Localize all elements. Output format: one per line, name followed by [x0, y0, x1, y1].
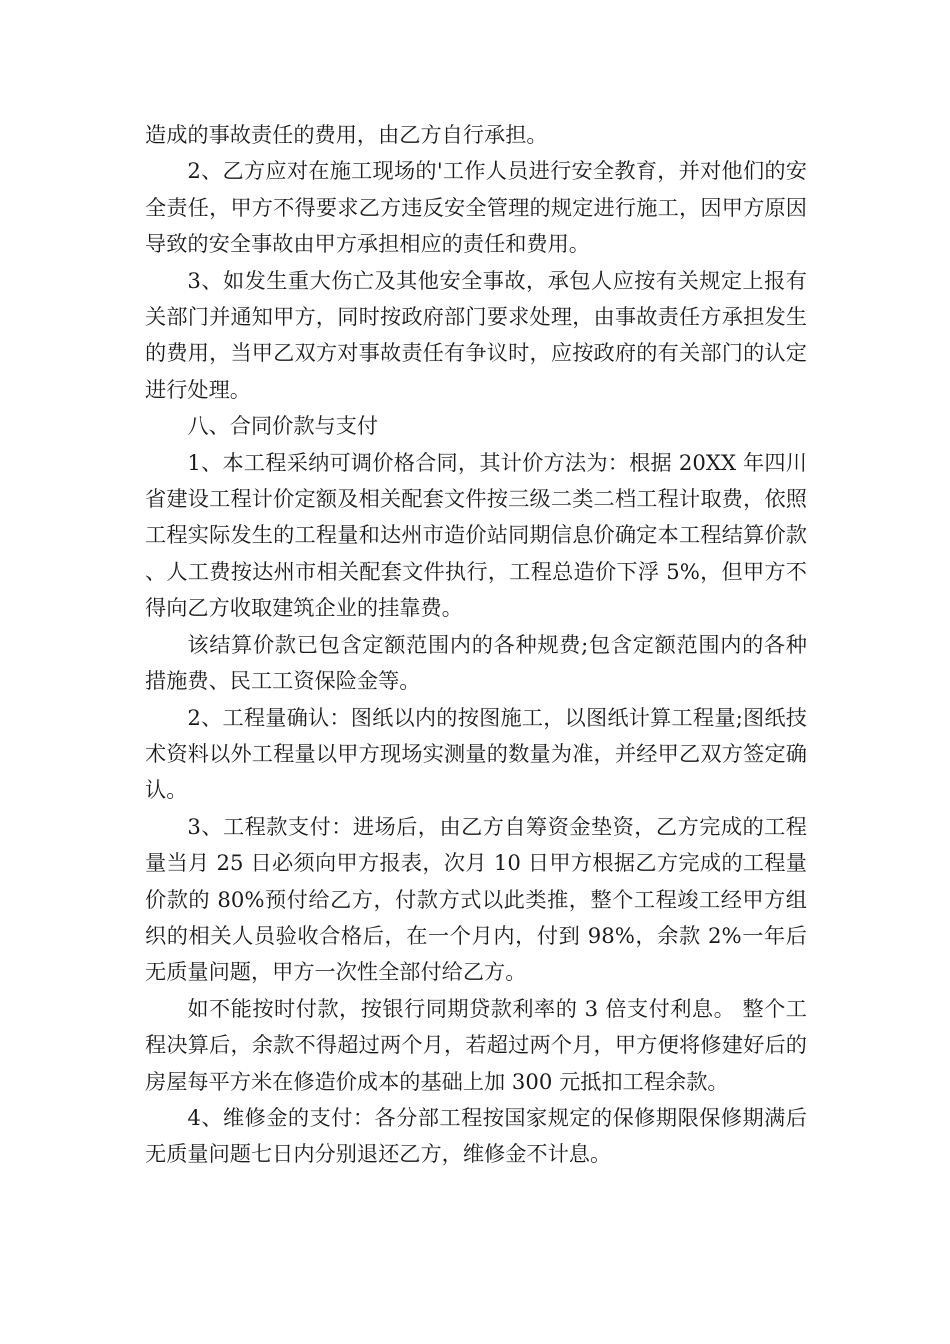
paragraph-3: 3、如发生重大伤亡及其他安全事故，承包人应按有关规定上报有关部门并通知甲方，同时按政府部门要求处理，由事故责任方承担发生的费用，当甲乙双方对事故责任有争议时，应按政府的有关部门的认定进行处理。: [145, 267, 807, 402]
paragraph-5: 1、本工程采纳可调价格合同，其计价方法为：根据 20XX 年四川省建设工程计价定额及相关配套文件按三级二类二档工程计取费，依照工程实际发生的工程量和达州市造价站同期信息价确定本工程结算价款、人工费按达州市相关配套文件执行，工程总造价下浮 5%，但甲方不得向乙方收取建筑企业的挂靠费。: [145, 449, 807, 621]
section-heading: 八、合同价款与支付: [187, 413, 379, 439]
paragraph-6: 该结算价款已包含定额范围内的各种规费;包含定额范围内的各种措施费、民工工资保险金等。: [145, 631, 807, 694]
paragraph-8: 3、工程款支付：进场后，由乙方自筹资金垫资，乙方完成的工程量当月 25 日必须向甲方报表，次月 10 日甲方根据乙方完成的工程量价款的 80%预付给乙方，付款方式以此类推，整个工程竣工经甲方组织的相关人员验收合格后，在一个月内，付到 98%，余款 2%一年后无质量问题，甲方一次性全部付给乙方。: [145, 813, 807, 985]
paragraph-2: 2、乙方应对在施工现场的'工作人员进行安全教育，并对他们的安全责任，甲方不得要求乙方违反安全管理的规定进行施工，因甲方原因导致的安全事故由甲方承担相应的责任和费用。: [145, 158, 807, 257]
paragraph-9: 如不能按时付款，按银行同期贷款利率的 3 倍支付利息。 整个工程决算后，余款不得超过两个月，若超过两个月，甲方便将修建好后的房屋每平方米在修造价成本的基础上加 300 元抵扣工程余款。: [145, 995, 807, 1094]
document-body: [145, 117, 807, 1173]
paragraph-7: 2、工程量确认：图纸以内的按图施工，以图纸计算工程量;图纸技术资料以外工程量以甲方现场实测量的数量为准，并经甲乙双方签定确认。: [145, 704, 807, 803]
paragraph-10: 4、维修金的支付：各分部工程按国家规定的保修期限保修期满后无质量问题七日内分别退还乙方，维修金不计息。: [145, 1104, 807, 1167]
paragraph-1: 造成的事故责任的费用，由乙方自行承担。: [145, 122, 548, 147]
